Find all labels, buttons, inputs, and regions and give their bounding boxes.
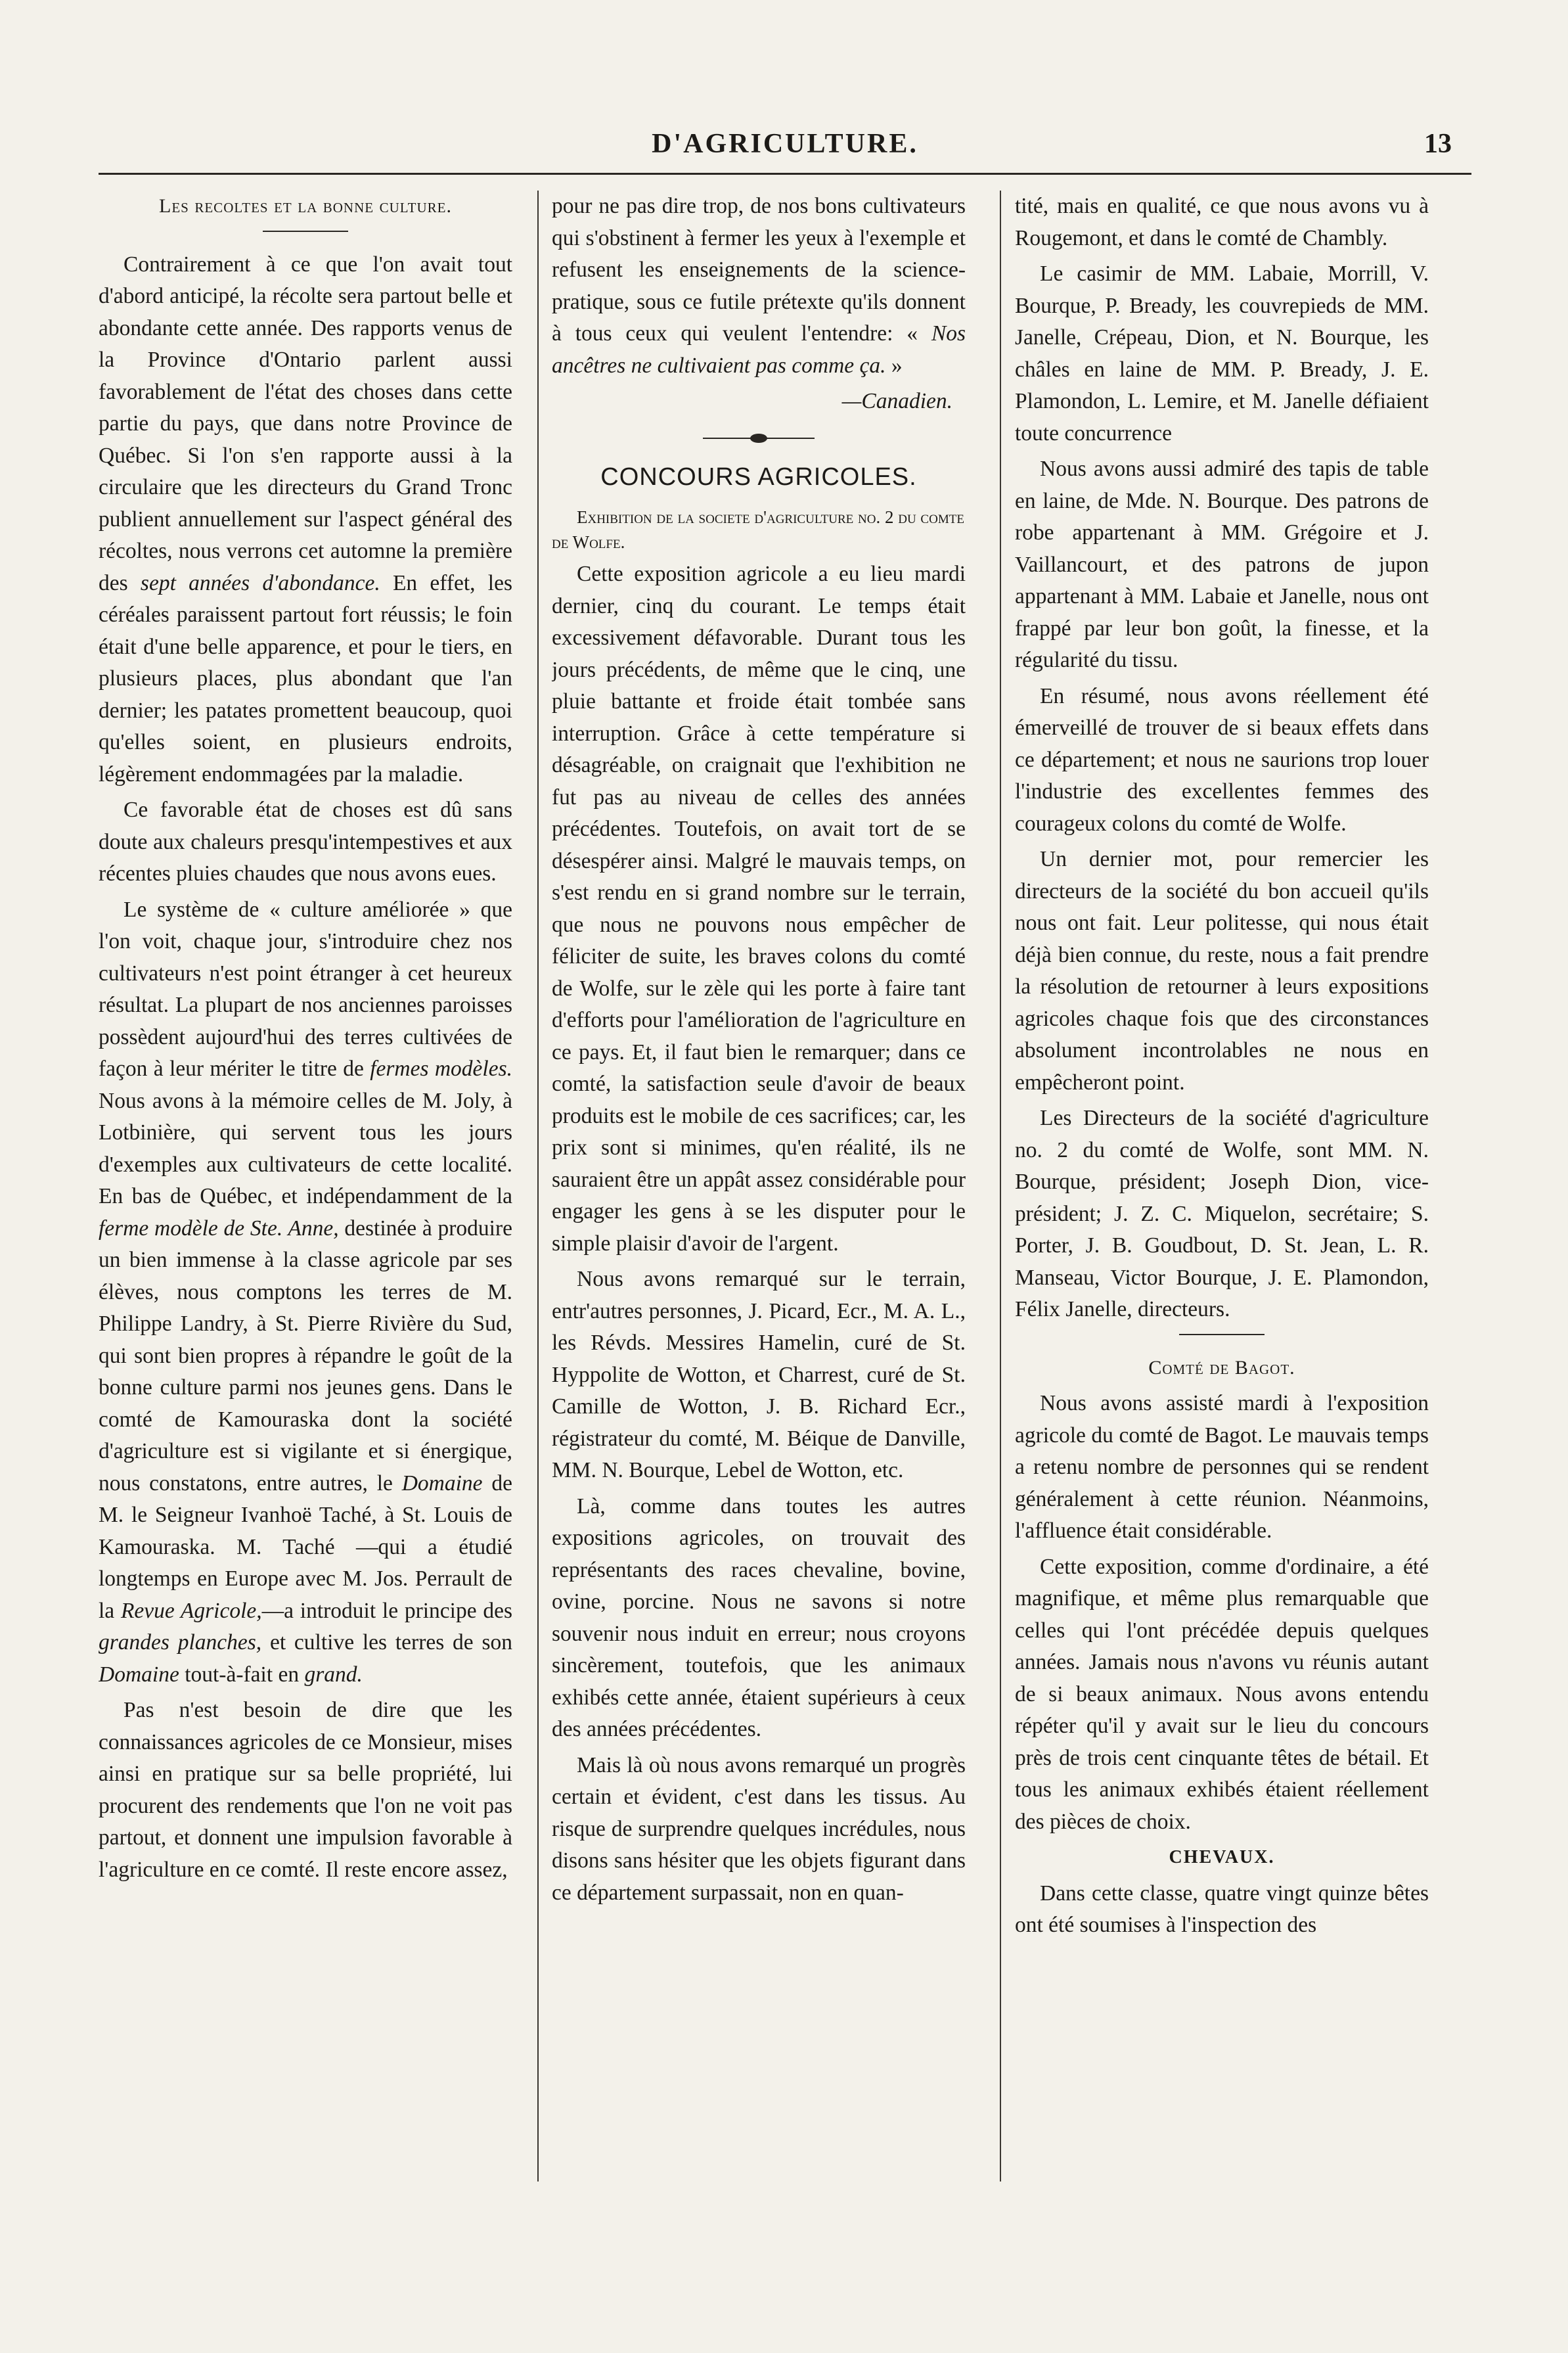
paragraph: Les Directeurs de la société d'agriculture no. 2 du comté de Wolfe, sont MM. N. Bourque, président; Joseph Dion, vice-président; J. Z. C. Miquelon, secrétaire; S. Porter, J. B. Goudbout, D. St. Jean, L. R. Manseau, Victor Bourque, J. E. Plamondon, Félix Janelle, directeurs. [1015, 1106, 1429, 1321]
paragraph: Ce favorable état de choses est dû sans doute aux chaleurs presqu'intempestives et aux récentes pluies chaudes que nous avons eues. [99, 798, 512, 886]
running-title: D'AGRICULTURE. [652, 129, 918, 159]
header-rule [99, 173, 1471, 175]
paragraph: Un dernier mot, pour remercier les directeurs de la société du bon accueil qu'ils nous ont fait. Leur politesse, qui nous était déjà bien connue, du reste, nous a fait prendre la résolution de retourner à leurs expositions agricoles chaque fois que des circonstances absolument incontrolables ne nous en empêcheront point. [1015, 847, 1429, 1095]
page-number: 13 [1424, 129, 1452, 159]
section-rule [1179, 1334, 1265, 1335]
paragraph: Cette exposition, comme d'ordinaire, a été magnifique, et même plus remarquable que celles qui l'ont précédée depuis quelques années. Jamais nous n'avons vu réunis autant de si beaux animaux. Nous avons entendu répéter qu'il y avait sur le lieu du concours près de trois cent cinquante têtes de bétail. Et tous les animaux exhibés étaient réellement des pièces de choix. [1015, 1554, 1429, 1834]
article-heading: Comté de Bagot. [1148, 1356, 1295, 1379]
heading-rule [263, 231, 348, 232]
signature: —Canadien. [841, 389, 952, 413]
subheading: CHEVAUX. [1169, 1847, 1275, 1867]
paragraph: Pas n'est besoin de dire que les connaissances agricoles de ce Monsieur, mises ainsi en pratique sur sa belle propriété, lui procurent des rendements que l'on ne voit pas partout, et donnent une impulsion favorable à l'agriculture en ce comté. Il reste encore assez, [99, 1698, 512, 1882]
page-header [99, 122, 1471, 181]
paragraph: En résumé, nous avons réellement été émerveillé de trouver de si beaux effets dans ce département; et nous ne saurions trop louer l'industrie des excellentes femmes des courageux colons du comté de Wolfe. [1015, 683, 1429, 836]
subheading: Exhibition de la societe d'agriculture no. 2 du comte de Wolfe. [552, 507, 964, 552]
column-2 [552, 191, 966, 2280]
column-1 [99, 191, 512, 2280]
paragraph: Le casimir de MM. Labaie, Morrill, V. Bourque, P. Bready, les couvrepieds de MM. Janelle, Crépeau, Dion, et N. Bourque, les châles en laine de MM. P. Bready, J. E. Plamondon, L. Lemire, et M. Janelle défiaient toute concurrence [1015, 262, 1429, 445]
paragraph: tité, mais en qualité, ce que nous avons vu à Rougemont, et dans le comté de Chambly. [1015, 194, 1429, 250]
paragraph: Dans cette classe, quatre vingt quinze bêtes ont été soumises à l'inspection des [1015, 1881, 1429, 1937]
paragraph: pour ne pas dire trop, de nos bons cultivateurs qui s'obstinent à fermer les yeux à l'exemple et refusent les enseignements de la science-pratique, sous ce futile prétexte qu'ils donnent à tous ceux qui veulent l'entendre: « Nos ancêtres ne cultivaient pas comme ça. » [552, 194, 966, 378]
column-divider-1 [537, 191, 539, 2182]
column-divider-2 [1000, 191, 1001, 2182]
paragraph: Nous avons assisté mardi à l'exposition agricole du comté de Bagot. Le mauvais temps a retenu nombre de personnes qui se rendent généralement à cette réunion. Néanmoins, l'affluence était considérable. [1015, 1391, 1429, 1543]
paragraph: Le système de « culture améliorée » que l'on voit, chaque jour, s'introduire chez nos cultivateurs n'est point étranger à cet heureux résultat. La plupart de nos anciennes paroisses possèdent aujourd'hui des terres cultivées de façon à leur mériter le titre de fermes modèles. Nous avons à la mémoire celles de M. Joly, à Lotbinière, qui servent tous les jours d'exemples aux cultivateurs de cette localité. En bas de Québec, et indépendamment de la ferme modèle de Ste. Anne, destinée à produire un bien immense à la classe agricole par ses élèves, nous comptons les terres de M. Philippe Landry, à St. Pierre Rivière du Sud, qui sont bien propres à répandre le goût de la bonne culture parmi nos jeunes gens. Dans le comté de Kamouraska dont la société d'agriculture est si vigilante et si énergique, nous constatons, entre autres, le Domaine de M. le Seigneur Ivanhoë Taché, à St. Louis de Kamouraska. M. Taché —qui a étudié longtemps en Europe avec M. Jos. Perrault de la Revue Agricole,—a introduit le principe des grandes planches, et cultive les terres de son Domaine tout-à-fait en grand. [99, 897, 512, 1687]
paragraph: Cette exposition agricole a eu lieu mardi dernier, cinq du courant. Le temps était excessivement défavorable. Durant tous les jours précédents, de même que le cinq, une pluie battante et froide était tombée sans interruption. Grâce à cette température si désagréable, on craignait que l'exhibition ne fut pas au niveau de celles des années précédentes. Toutefois, on avait tort de se désespérer ainsi. Malgré le mauvais temps, on s'est rendu en si grand nombre sur le terrain, que nous ne pouvons nous empêcher de féliciter de suite, les braves colons du comté de Wolfe, sur le zèle qui les porte à faire tant d'efforts pour l'amélioration de l'agriculture en ce pays. Et, il faut bien le remarquer; dans ce comté, la satisfaction seule d'avoir de beaux produits est le mobile de ces sacrifices; car, les prix sont si minimes, qu'en réalité, ils ne sauraient être un appât assez considérable pour engager les gens à se les disputer pour le simple plaisir d'avoir de l'argent. [552, 562, 966, 1256]
section-heading: CONCOURS AGRICOLES. [600, 463, 917, 491]
paragraph: Là, comme dans toutes les autres expositions agricoles, on trouvait des représentants des races chevaline, bovine, ovine, porcine. Nous ne savons si notre souvenir nous induit en erreur; nous croyons sincèrement, toutefois, que les animaux exhibés cette année, étaient supérieurs à ceux des années précédentes. [552, 1494, 966, 1741]
paragraph: Mais là où nous avons remarqué un progrès certain et évident, c'est dans les tissus. Au risque de surprendre quelques incrédules, nous disons sans hésiter que les objets figurant dans ce département surpassait, non en quan- [552, 1752, 966, 1905]
paragraph: Nous avons remarqué sur le terrain, entr'autres personnes, J. Picard, Ecr., M. A. L., les Révds. Messires Hamelin, curé de St. Hyppolite de Wotton, et Charrest, curé de St. Camille de Wotton, J. B. Richard Ecr., régistrateur du comté, M. Béique de Danville, MM. N. Bourque, Lebel de Wotton, etc. [552, 1267, 966, 1482]
paragraph: Nous avons aussi admiré des tapis de table en laine, de Mde. N. Bourque. Des patrons de robe appartenant à MM. Grégoire et J. Vaillancourt, et des patrons de jupon appartenant à MM. Labaie et Janelle, nous ont frappé par leur bon goût, la finesse, et la régularité du tissu. [1015, 457, 1429, 672]
article-heading: Les recoltes et la bonne culture. [159, 195, 452, 217]
ornament-divider [703, 435, 815, 442]
paragraph: Contrairement à ce que l'on avait tout d'abord anticipé, la récolte sera partout belle et abondante cette année. Des rapports venus de la Province d'Ontario parlent aussi favorablement de l'état des choses dans cette partie du pays, que dans notre Province de Québec. Si l'on s'en rapporte aussi à la circulaire que les directeurs du Grand Tronc publient annuellement sur l'aspect général des récoltes, nous verrons cet automne la première des sept années d'abondance. En effet, les céréales paraissent partout fort réussis; le foin était d'une belle apparence, et pour le tiers, en plusieurs places, plus abondant que l'an dernier; les patates promettent beaucoup, quoi qu'elles soient, en plusieurs endroits, légèrement endommagées par la maladie. [99, 252, 512, 787]
column-3 [1015, 191, 1429, 2280]
